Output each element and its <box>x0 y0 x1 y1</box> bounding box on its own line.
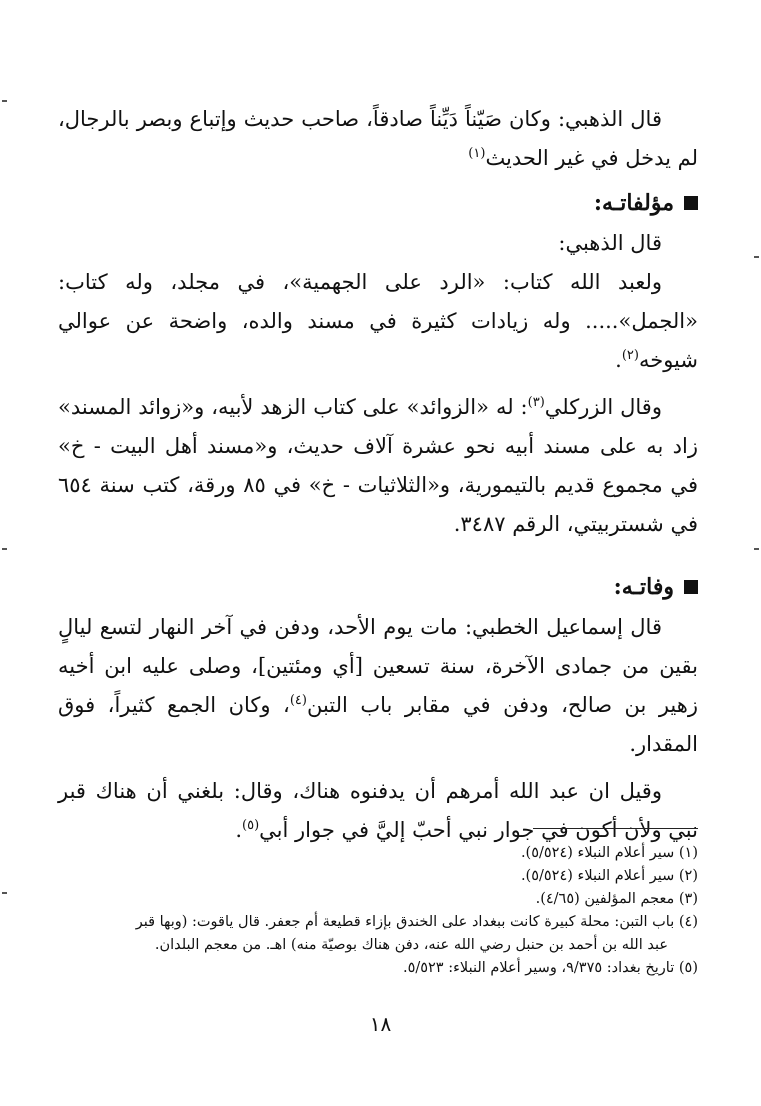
section-heading-works <box>58 186 698 220</box>
footnote-4: (٤) باب التبن: محلة كبيرة كانت ببغداد على الخندق بإزاء قطيعة أم جعفر. قال ياقوت: (وبها قبر <box>135 914 698 930</box>
footnote-5: (٥) تاريخ بغداد: ٩/٣٧٥، وسير أعلام النبلاء: ٥/٥٢٣. <box>402 960 698 976</box>
text: قال الذهبي: وكان صَيّناً دَيِّناً صادقاً، صاحب حديث وإتباع وبصر بالرجال، لم يدخل في غير الحديث <box>58 107 698 170</box>
footnote-1: (١) سير أعلام النبلاء (٥/٥٢٤). <box>520 845 698 861</box>
scan-margin-mark <box>754 256 759 258</box>
footnote-3: (٣) معجم المؤلفين (٤/٦٥). <box>535 891 698 907</box>
text: . <box>615 348 622 372</box>
footnote-ref-3[interactable]: (٣) <box>527 395 545 410</box>
paragraph-zirikli <box>58 388 698 544</box>
paragraph-dhahabi-said <box>58 224 698 263</box>
paragraph-burial <box>58 772 698 850</box>
text: وقيل ان عبد الله أمرهم أن يدفنوه هناك، وقال: بلغني أن هناك قبر نبي ولأن أكون في جوار نبي أحبّ إليَّ في جوار أبي <box>58 779 698 842</box>
heading-text: مؤلفاتـه: <box>593 190 674 216</box>
scan-margin-mark <box>2 100 7 102</box>
paragraph-khutabi <box>58 608 698 764</box>
footnote-ref-1[interactable]: (١) <box>468 146 486 161</box>
footnote-ref-4[interactable]: (٤) <box>289 693 307 708</box>
square-bullet-icon <box>684 580 698 594</box>
footnotes <box>58 842 698 980</box>
footnote-divider <box>533 828 698 829</box>
text: . <box>235 818 243 842</box>
paragraph-dhahabi <box>58 100 698 178</box>
text: وقال الزركلي <box>544 395 662 419</box>
page-number: ١٨ <box>369 1012 392 1036</box>
square-bullet-icon <box>684 196 698 210</box>
text: : له «الزوائد» على كتاب الزهد لأبيه، و«زوائد المسند» زاد به على مسند أبيه نحو عشرة آلاف حديث، و«مسند أهل البيت - خ» في مجموع قديم بالتيمورية، و«الثلاثيات - خ» في ٨٥ ورقة، كتب سنة ٦٥٤ في شستربيتي، الرقم ٣٤٨٧. <box>58 395 698 536</box>
text: ، وكان الجمع كثيراً، فوق المقدار. <box>58 693 698 756</box>
footnote-4-continued: عبد الله بن أحمد بن حنبل رضي الله عنه، دفن هناك بوصيّة منه) اهـ. من معجم البلدان. <box>154 937 668 953</box>
text: قال الذهبي: <box>558 231 662 255</box>
text: قال إسماعيل الخطبي: مات يوم الأحد، ودفن في آخر النهار لتسع ليالٍ بقين من جمادى الآخرة، سنة تسعين [أي ومئتين]، وصلى عليه ابن أخيه زهير بن صالح، ودفن في مقابر باب التبن <box>58 615 698 717</box>
page-body <box>58 100 698 1080</box>
footnote-ref-2[interactable]: (٢) <box>621 348 639 363</box>
footnote-ref-5[interactable]: (٥) <box>242 818 260 833</box>
scan-margin-mark <box>2 548 7 550</box>
text: ولعبد الله كتاب: «الرد على الجهمية»، في مجلد، وله كتاب: «الجمل»..... وله زيادات كثيرة في مسند والده، واضحة عن عوالي شيوخه <box>58 270 698 372</box>
paragraph-abdullah-books <box>58 263 698 380</box>
footnote-2: (٢) سير أعلام النبلاء (٥/٥٢٤). <box>520 868 698 884</box>
scan-margin-mark <box>2 892 7 894</box>
scan-margin-mark <box>754 548 759 550</box>
heading-text: وفاتـه: <box>613 574 674 600</box>
section-heading-death <box>58 570 698 604</box>
